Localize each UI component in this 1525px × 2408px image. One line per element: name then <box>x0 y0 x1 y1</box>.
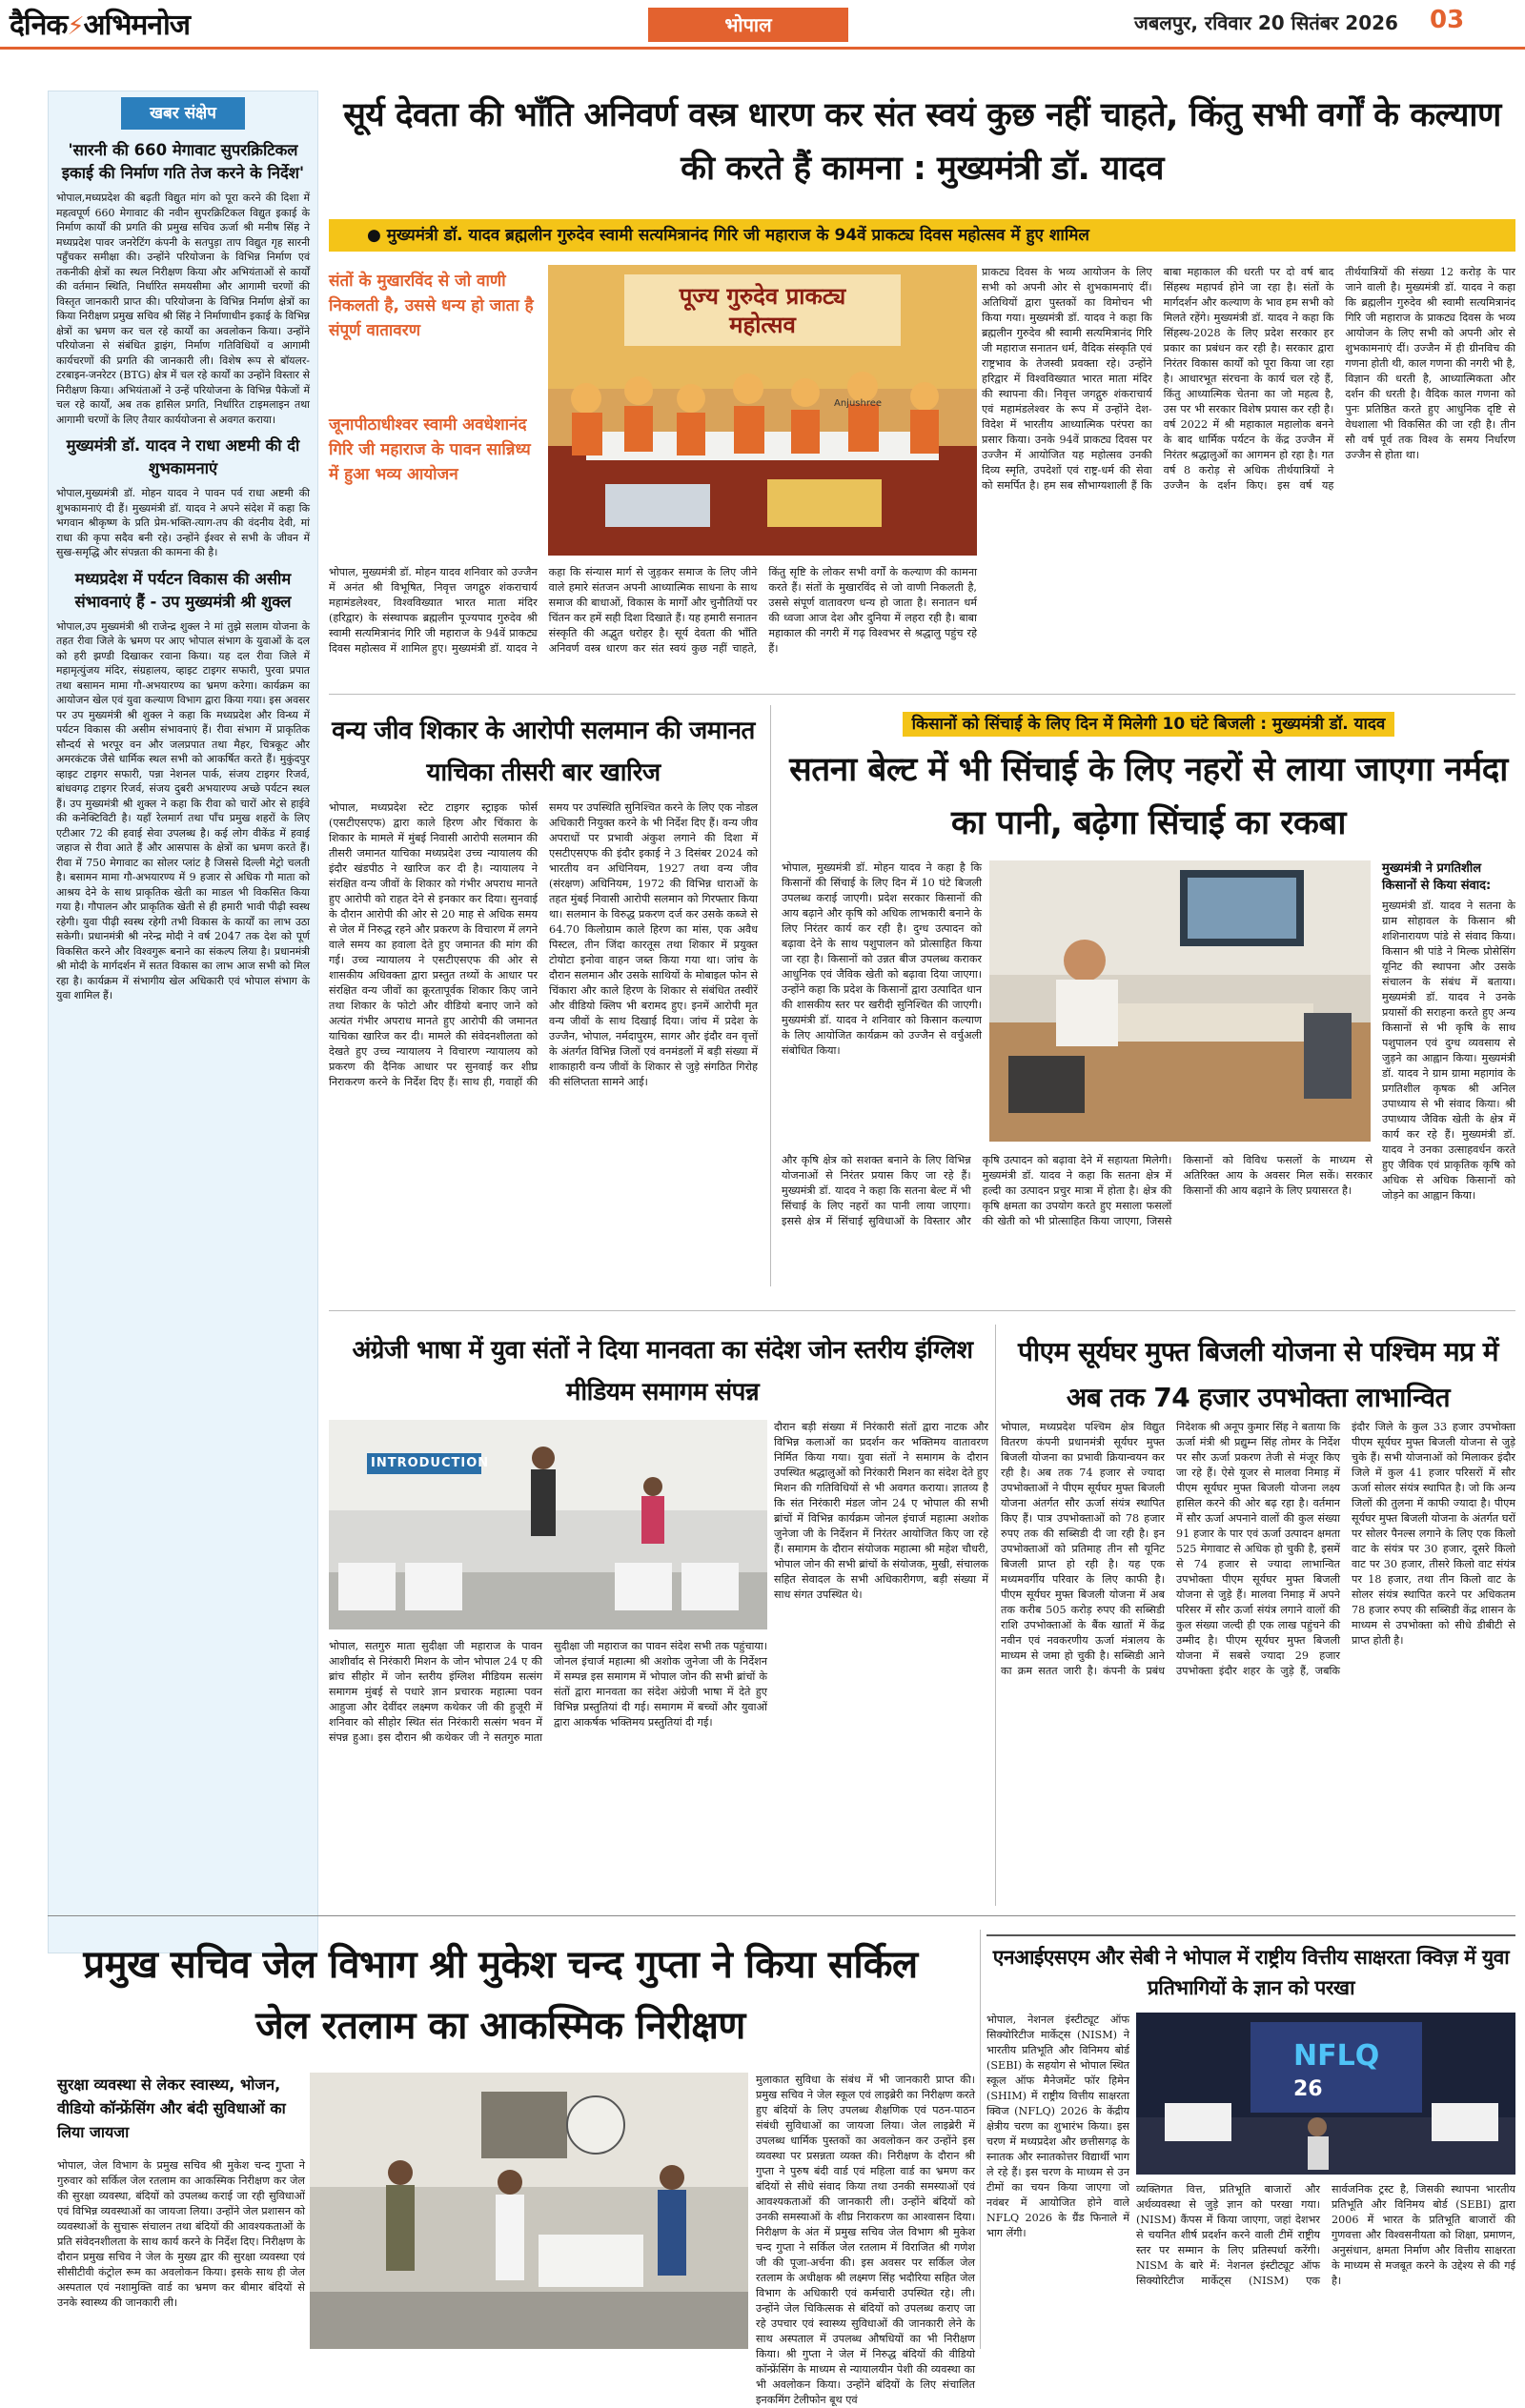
brief-body: भोपाल,मुख्यमंत्री डॉ. मोहन यादव ने पावन पर्व राधा अष्टमी की शुभकामनाएं दी हैं। मुख्यमंत्री डॉ. यादव ने अपने संदेश में कहा कि भगवान श्रीकृष्ण के प्रति प्रेम-भक्ति-त्याग-तप की वंदनीय देवी, मां राधा की कृपा सदैव बनी रहे। उन्होंने ईश्वर से सभी के जीवन में सुख-समृद्धि और संपन्नता की कामना की है। <box>56 487 310 558</box>
jail-inspection-article-body: भोपाल, जेल विभाग के प्रमुख सचिव श्री मुकेश चन्द गुप्ता ने गुरुवार को सर्किल जेल रतलाम का आकस्मिक निरीक्षण कर जेल की सुरक्षा व्यवस्था, बंदियों को उपलब्ध कराई जा रही सुविधाओं एवं विभिन्न व्यवस्थाओं का जायजा लिया। उन्होंने जेल प्रशासन को व्यवस्थाओं के सुचारू संचालन तथा बंदियों की आवश्यकताओं के प्रति संवेदनशीलता के साथ कार्य करने के निर्देश दिए। निरीक्षण के दौरान प्रमुख सचिव ने जेल के मुख्य द्वार की सुरक्षा व्यवस्था एवं सीसीटीवी कंट्रोल रूम का अवलोकन किया। इसके साथ ही जेल अस्पताल एवं नशामुक्ति वार्ड का भ्रमण कर बीमार बंदियों से उनके स्वास्थ्य की जानकारी ली। <box>57 2159 305 2309</box>
farmer-dialogue-heading: मुख्यमंत्री ने प्रगतिशील किसानों से किया संवाद: <box>1382 861 1492 893</box>
banner-sign: INTRODUCTION <box>371 1456 490 1470</box>
wildlife-article-body: भोपाल, मध्यप्रदेश स्टेट टाइगर स्ट्राइक फोर्स (एसटीएसएफ) द्वारा काले हिरण और चिंकारा के शिकार के मामले में मुंबई निवासी आरोपी सलमान की तीसरी जमानत याचिका मध्यप्रदेश उच्च न्यायालय की इंदौर खंडपीठ ने खारिज कर दी है। न्यायालय ने संरक्षित वन्य जीवों के शिकार को गंभीर अपराध मानते हुए आरोपी को राहत देने से इनकार कर दिया। सुनवाई के दौरान आरोपी की ओर से 20 माह से अधिक समय से जेल में निरुद्ध रहने और प्रकरण के विचारण में लगने वाले समय का हवाला देते हुए जमानत की मांग की गई। उच्च न्यायालय ने एसटीएसएफ की ओर से शासकीय अधिवक्ता द्वारा प्रस्तुत तथ्यों के आधार पर संरक्षित वन्य जीवों का क्रूरतापूर्वक शिकार किए जाने तथा शिकार के फोटो और वीडियो बनाए जाने को अत्यंत गंभीर अपराध मानते हुए आरोपी की जमानत याचिका खारिज कर दी। मामले की संवेदनशीलता को देखते हुए उच्च न्यायालय ने विचारण न्यायालय को प्रकरण की दैनिक आधार पर सुनवाई कर शीघ्र निराकरण करने के निर्देश दिए हैं। साथ ही, गवाहों की समय पर उपस्थिति सुनिश्चित करने के लिए एक नोडल अधिकारी नियुक्त करने के भी निर्देश दिए हैं। वन्य जीव अपराधों पर प्रभावी अंकुश लगाने की दिशा में एसटीएसएफ की इंदौर इकाई ने 3 दिसंबर 2024 को भारतीय वन अधिनियम, 1927 तथा वन्य जीव (संरक्षण) अधिनियम, 1972 की विभिन्न धाराओं के तहत मुंबई निवासी आरोपी सलमान को गिरफ्तार किया था। सलमान के विरुद्ध प्रकरण दर्ज कर उसके कब्जे से 64.70 किलोग्राम काले हिरण का मांस, एक अवैध पिस्टल, तीन जिंदा कारतूस तथा शिकार में प्रयुक्त टोयोटा इनोवा वाहन जब्त किया गया था। जांच के दौरान सलमान और उसके साथियों के मोबाइल फोन से चिंकारा और काले हिरण के शिकार से संबंधित तस्वीरें और वीडियो क्लिप भी बरामद हुए। इनमें आरोपी मृत वन्य जीवों के साथ दिखाई दिया। जांच में प्रदेश के उज्जैन, भोपाल, नर्मदापुरम, सागर और इंदौर वन वृत्तों के अंतर्गत विभिन्न जिलों एवं वनमंडलों में बड़ी संख्या में शाकाहारी वन्य जीवों के शिकार से जुड़े संगठित गिरोह की संलिप्तता सामने आई। <box>329 801 758 1088</box>
brand-part-a: दैनिक <box>10 9 68 42</box>
brief-body: भोपाल,मध्यप्रदेश की बढ़ती विद्युत मांग को पूरा करने की दिशा में महत्वपूर्ण 660 मेगावाट की नवीन सुपरक्रिटिकल विद्युत इकाई के निर्माण कार्यों की प्रगति की प्रमुख सचिव ऊर्जा श्री मनीष सिंह ने मध्यप्रदेश पावर जनरेटिंग कंपनी के सतपुड़ा ताप विद्युत गृह सारनी पहुँचकर समीक्षा की। उन्होंने परियोजना के विभिन्न निर्माण एवं तकनीकी क्षेत्रों का स्थल निरीक्षण किया और अभियंताओं से कार्यों की वर्तमान स्थिति, निर्धारित समयसीमा और आगामी चरणों की विस्तृत जानकारी प्राप्त की। परियोजना के विभिन्न निर्माण क्षेत्रों का किया निरीक्षण प्रमुख सचिव श्री सिंह ने निर्माणाधीन इकाई के विभिन्न क्षेत्रों का भ्रमण कर चल रहे कार्यों का अवलोकन किया। उन्होंने परियोजना से संबंधित ड्राइंग, निर्माण गतिविधियों व आगामी कार्यचरणों की प्रगति की जानकारी ली। विशेष रूप से बॉयलर-टरबाइन-जनरेटर (BTG) क्षेत्र में चल रहे कार्यों का उन्होंने विस्तार से निरीक्षण किया। अभियंताओं ने उन्हें परियोजना के विभिन्न पैकेजों में चल रहे कार्यों, अब तक हासिल प्रगति, निर्धारित टाइमलाइन तथा आगामी चरणों के लिए तैयार कार्ययोजना से अवगत कराया। <box>56 192 310 426</box>
brief-headline: मध्यप्रदेश में पर्यटन विकास की असीम संभावनाएं हैं - उप मुख्यमंत्री श्री शुक्ल <box>74 569 292 611</box>
jail-inspection-kicker: सुरक्षा व्यवस्था से लेकर स्वास्थ्य, भोजन, वीडियो कॉन्फ्रेंसिंग और बंदी सुविधाओं का लिया जायजा <box>57 2075 286 2141</box>
lead-article-body-continued: प्राकट्य दिवस के भव्य आयोजन के लिए सभी को अपनी ओर से शुभकामनाएं दीं। अतिथियों द्वारा पुस्तकों का विमोचन भी किया गया। मुख्यमंत्री डॉ. यादव ने कहा कि ब्रह्मलीन गुरुदेव श्री स्वामी सत्यमित्रानंद गिरि जी महाराज सनातन धर्म, वैदिक संस्कृति एवं राष्ट्रभाव के तेजस्वी प्रवक्ता रहे। उन्होंने हरिद्वार में विश्वविख्यात भारत माता मंदिर की स्थापना की। निवृत्त जगद्गुरु शंकराचार्य एवं महामंडलेश्वर के रूप में उन्होंने देश-विदेश में भारतीय आध्यात्मिक परंपरा का प्रसार किया। उनके 94वें प्राकट्य दिवस पर उज्जैन में आयोजित यह महोत्सव उनकी दिव्य स्मृति, उपदेशों एवं राष्ट्र-धर्म की सेवा को समर्पित है। हम सब सौभाग्यशाली हैं कि बाबा महाकाल की धरती पर दो वर्ष बाद सिंहस्थ महापर्व होने जा रहा है। संतों के मार्गदर्शन और कल्याण के भाव हम सभी को मिलते रहेंगे। मुख्यमंत्री डॉ. यादव ने कहा कि सिंहस्थ-2028 के लिए प्रदेश सरकार हर प्रकार का प्रबंधन कर रही है। सरकार द्वारा निरंतर विकास कार्यों को पूरा किया जा रहा है। आधारभूत संरचना के कार्य चल रहे हैं, किंतु आध्यात्मिक चेतना का जो महत्व है, उस पर भी सरकार विशेष प्रयास कर रही है। वर्ष 2022 में श्री महाकाल महालोक बनने के बाद धार्मिक पर्यटन के केंद्र उज्जैन में निरंतर श्रद्धालुओं का आगमन हो रहा है। गत वर्ष 8 करोड़ से अधिक तीर्थयात्रियों ने उज्जैन के दर्शन किए। इस वर्ष यह तीर्थयात्रियों की संख्या 12 करोड़ के पार जाने वाली है। मुख्यमंत्री डॉ. यादव ने कहा कि ब्रह्मलीन गुरुदेव श्री स्वामी सत्यमित्रानंद गिरि जी महाराज के प्राकट्य दिवस के भव्य आयोजन के लिए सभी को अपनी ओर से शुभकामनाएं दीं। उज्जैन में ही ग्रीनविच की गणना होती थी, काल गणना की नगरी भी है, विज्ञान की धरती है, आध्यात्मिकता और दर्शन की धरती है। वैदिक काल गणना को पुनः प्रतिष्ठित करते हुए आधुनिक दृष्टि से वेधशाला भी विकसित की जा रही है। तीन सौ वर्ष पूर्व तक विश्व के समय निर्धारण उज्जैन से होता था। <box>982 266 1515 492</box>
lead-headline: सूर्य देवता की भाँति अनिवर्ण वस्त्र धारण कर संत स्वयं कुछ नहीं चाहते, किंतु सभी वर्गों के कल्याण की करते हैं कामना : मुख्यमंत्री डॉ. यादव <box>343 96 1501 188</box>
lead-article-body: भोपाल, मुख्यमंत्री डॉ. मोहन यादव शनिवार को उज्जैन में अनंत श्री विभूषित, निवृत्त जगद्गुरु शंकराचार्य महामंडलेश्वर, विश्वविख्यात भारत माता मंदिर (हरिद्वार) के संस्थापक ब्रह्मलीन पूज्यपाद गुरुदेव श्री स्वामी सत्यमित्रानंद गिरि जी महाराज के 94वें प्राकट्य दिवस महोत्सव में शामिल हुए। मुख्यमंत्री डॉ. यादव ने कहा कि संन्यास मार्ग से जुड़कर समाज के लिए जीने वाले हमारे संतजन अपनी आध्यात्मिक साधना के साथ समाज की बाधाओं, विकास के मार्गों और चुनौतियों पर चिंतन कर हमें सही दिशा दिखाते हैं। यह हमारी सनातन संस्कृति की अद्भुत धरोहर है। सूर्य देवता की भाँति अनिवर्ण वस्त्र धारण कर संत स्वयं कुछ नहीं चाहते, किंतु सृष्टि के लोकर सभी वर्गों के कल्याण की कामना करते हैं। संतों के मुखारविंद से जो वाणी निकलती है, उससे संपूर्ण वातावरण धन्य हो जाता है। सनातन धर्म की ध्वजा आज देश और दुनिया में लहरा रही है। बाबा महाकाल की नगरी में गढ़ विश्वभर से श्रद्धालु पहुंच रहे हैं। <box>329 566 977 655</box>
page-number: 03 <box>1430 6 1465 34</box>
irrigation-article-body: भोपाल, मुख्यमंत्री डॉ. मोहन यादव ने कहा है कि किसानों की सिंचाई के लिए दिन में 10 घंटे बिजली उपलब्ध कराई जाएगी। प्रदेश सरकार किसानों की आय बढ़ाने और कृषि को अधिक लाभकारी बनाने के लिए निरंतर कार्य कर रही है। दुग्ध उत्पादन को बढ़ावा देने के साथ पशुपालन को प्रोत्साहित किया जा रहा है। किसानों को उन्नत बीज उपलब्ध कराकर आधुनिक एवं जैविक खेती को बढ़ावा दिया जाएगा। उन्होंने कहा कि प्रदेश के किसानों द्वारा उत्पादित धान की शासकीय स्तर पर खरीदी सुनिश्चित की जाएगी। मुख्यमंत्री डॉ. यादव ने शनिवार को किसान कल्याण के लिए आयोजित कार्यक्रम को उज्जैन से वर्चुअली संबोधित किया। <box>782 861 982 1057</box>
satsang-article-body-continued: दौरान बड़ी संख्या में निरंकारी संतों द्वारा नाटक और विभिन्न कलाओं का प्रदर्शन कर भक्तिमय वातावरण निर्मित किया गया। युवा संतों ने समागम के दौरान उपस्थित श्रद्धालुओं को निरंकारी मिशन का संदेश देते हुए मिशन की गतिविधियों से भी अवगत कराया। ज्ञातव्य है कि संत निरंकारी मंडल जोन 24 ए भोपाल की सभी ब्रांचों में विभिन्न कार्यक्रम जोनल इंचार्ज महात्मा अशोक जुनेजा जी के निर्देशन में निरंतर आयोजित किए जा रहे हैं। समागम के दौरान संयोजक महात्मा श्री महेश चौधरी, भोपाल जोन की सभी ब्रांचों के संयोजक, मुखी, संचालक सहित सेवादल के सभी अधिकारीगण, बड़ी संख्या में साध संगत उपस्थित थे। <box>774 1421 988 1601</box>
quiz-logo-year: 26 <box>1293 2077 1323 2101</box>
finance-quiz-article-body: भोपाल, नेशनल इंस्टीट्यूट ऑफ सिक्योरिटीज मार्केट्स (NISM) ने भारतीय प्रतिभूति और विनिमय बोर्ड (SEBI) के सहयोग से भोपाल स्थित स्कूल ऑफ मैनेजमेंट फॉर हिमेन (SHIM) में राष्ट्रीय वित्तीय साक्षरता क्विज (NFLQ) 2026 के केंद्रीय क्षेत्रीय चरण का शुभारंभ किया। इस चरण में मध्यप्रदेश और छत्तीसगढ़ के स्नातक और स्नातकोत्तर विद्यार्थी भाग ले रहे हैं। इस चरण के माध्यम से उन टीमों का चयन किया जाएगा जो नवंबर में आयोजित होने वाले NFLQ 2026 के ग्रैंड फिनाले में भाग लेंगी। <box>986 2013 1129 2239</box>
satsang-headline: अंग्रेजी भाषा में युवा संतों ने दिया मानवता का संदेश जोन स्तरीय इंग्लिश मीडियम समागम संपन्न <box>352 1336 973 1406</box>
sidebar-header: खबर संक्षेप <box>121 97 245 130</box>
dateline: जबलपुर, रविवार 20 सितंबर 2026 <box>1134 11 1398 34</box>
divider <box>48 1915 1515 1916</box>
divider <box>329 1310 1515 1311</box>
masthead <box>0 0 1525 50</box>
farmer-dialogue-body: मुख्यमंत्री डॉ. यादव ने सतना के ग्राम सोहावल के किसान श्री शशिनारायण पांडे से संवाद किया। किसान श्री पांडे ने मिल्क प्रोसेसिंग यूनिट की स्थापना और उसके संचालन के संबंध में बताया। मुख्यमंत्री डॉ. यादव ने उनके प्रयासों की सराहना करते हुए अन्य किसानों से भी कृषि के साथ पशुपालन एवं दुग्ध व्यवसाय से जुड़ने का आह्वान किया। मुख्यमंत्री डॉ. यादव ने ग्राम ग्रामा महागांव के प्रगतिशील कृषक श्री अनिल उपाध्याय से भी संवाद किया। श्री उपाध्याय जैविक खेती के क्षेत्र में कार्य कर रहे हैं। मुख्यमंत्री डॉ. यादव ने उनका उत्साहवर्धन करते हुए जैविक एवं प्राकृतिक कृषि को अधिक से अधिक किसानों को जोड़ने का आह्वान किया। <box>1382 900 1515 1202</box>
divider <box>980 1930 981 2349</box>
finance-quiz-article-body-continued: व्यक्तिगत वित्त, प्रतिभूति बाजारों और अर्थव्यवस्था से जुड़े ज्ञान को परखा गया। (NISM) कैंपस में किया जाएगा, जहां देशभर से चयनित शीर्ष प्रदर्शन करने वाली टीमें राष्ट्रीय स्तर पर सम्मान के लिए प्रतिस्पर्धा करेंगी। NISM के बारे में: नेशनल इंस्टीट्यूट ऑफ सिक्योरिटीज मार्केट्स (NISM) एक सार्वजनिक ट्रस्ट है, जिसकी स्थापना भारतीय प्रतिभूति और विनिमय बोर्ड (SEBI) द्वारा 2006 में भारत के प्रतिभूति बाजारों की गुणवत्ता और विश्वसनीयता को शिक्षा, प्रमाणन, अनुसंधान, क्षमता निर्माण और वित्तीय साक्षरता के माध्यम से मजबूत करने के उद्देश्य से की गई है। <box>1136 2183 1515 2287</box>
irrigation-headline: सतना बेल्ट में भी सिंचाई के लिए नहरों से लाया जाएगा नर्मदा का पानी, बढ़ेगा सिंचाई का रकबा <box>789 751 1508 842</box>
lightning-icon: ⚡ <box>67 12 84 41</box>
wildlife-headline: वन्य जीव शिकार के आरोपी सलमान की जमानत याचिका तीसरी बार खारिज <box>332 717 755 787</box>
brief-headline: मुख्यमंत्री डॉ. यादव ने राधा अष्टमी की दी शुभकामनाएं <box>66 436 300 477</box>
brand-part-b: अभिमनोज <box>83 9 191 42</box>
farmer-dialogue-box <box>1382 860 1515 1367</box>
satsang-photo <box>329 1420 767 1629</box>
farm-power-banner <box>782 710 1515 739</box>
jail-inspection-photo <box>310 2073 748 2349</box>
finance-quiz-headline: एनआईएसएम और सेबी ने भोपाल में राष्ट्रीय वित्तीय साक्षरता क्विज़ में युवा प्रतिभागियों के ज्ञान को परखा <box>986 1934 1515 2003</box>
solar-scheme-headline: पीएम सूर्यघर मुफ्त बिजली योजना से पश्चिम मप्र में अब तक 74 हजार उपभोक्ता लाभान्वित <box>1017 1336 1499 1413</box>
irrigation-article-body-continued: और कृषि क्षेत्र को सशक्त बनाने के लिए विभिन्न योजनाओं से निरंतर प्रयास किए जा रहे हैं। मुख्यमंत्री डॉ. यादव ने कहा कि सतना बेल्ट में भी सिंचाई के लिए नहरों का पानी लाया जाएगा। इससे क्षेत्र में सिंचाई सुविधाओं के विस्तार और कृषि उत्पादन को बढ़ावा देने में सहायता मिलेगी। मुख्यमंत्री डॉ. यादव ने कहा कि सतना क्षेत्र में हल्दी का उत्पादन प्रचुर मात्रा में होता है। क्षेत्र की कृषि क्षमता का उपयोग करते हुए मसाला फसलों की खेती को भी प्रोत्साहित किया जाएगा, जिससे किसानों को विविध फसलों के माध्यम से अतिरिक्त आय के अवसर मिल सकें। सरकार किसानों की आय बढ़ाने के लिए प्रयासरत है। <box>782 1154 1372 1227</box>
jail-inspection-article-body-continued: मुलाकात सुविधा के संबंध में भी जानकारी प्राप्त की। प्रमुख सचिव ने जेल स्कूल एवं लाइब्रेरी का निरीक्षण करते हुए बंदियों के लिए उपलब्ध शैक्षणिक एवं पठन-पाठन संबंधी सुविधाओं का जायजा लिया। जेल लाइब्रेरी में उपलब्ध धार्मिक पुस्तकों का अवलोकन कर उन्होंने इस व्यवस्था पर प्रसन्नता व्यक्त की। निरीक्षण के दौरान श्री गुप्ता ने पुरुष बंदी वार्ड एवं महिला वार्ड का भ्रमण कर बंदियों से सीधे संवाद किया तथा उनकी समस्याओं एवं आवश्यकताओं की जानकारी ली। उन्होंने बंदियों को उनकी समस्याओं के शीघ्र निराकरण का आश्वासन दिया। निरीक्षण के अंत में प्रमुख सचिव जेल विभाग श्री मुकेश चन्द गुप्ता ने सर्किल जेल रतलाम में विराजित श्री गणेश जी की पूजा-अर्चना की। इस अवसर पर सर्किल जेल रतलाम के अधीक्षक श्री लक्ष्मण सिंह भदौरिया सहित जेल विभाग के अधिकारी एवं कर्मचारी उपस्थित रहे। ली। उन्होंने जेल चिकित्सक से बंदियों को उपलब्ध कराए जा रहे उपचार एवं स्वास्थ्य सुविधाओं की जानकारी लेने के साथ अस्पताल में उपलब्ध औषधियों का भी निरीक्षण किया। श्री गुप्ता ने जेल में निरुद्ध बंदियों की वीडियो कॉन्फ्रेंसिंग के माध्यम से न्यायालयीन पेशी की व्यवस्था का भी अवलोकन किया। उन्होंने बंदियों के लिए संचालित इनकमिंग टेलीफोन बूथ एवं <box>756 2074 975 2406</box>
divider <box>770 705 771 1286</box>
newspaper-logo <box>10 4 190 43</box>
brief-body: भोपाल,उप मुख्यमंत्री श्री राजेन्द्र शुक्ल ने मां तुझे सलाम योजना के तहत रीवा जिले के भ्रमण पर आए भोपाल संभाग के युवाओं के दल को हरी झण्डी दिखाकर रवाना किया। यह दल रीवा जिले में महामृत्युंजय मंदिर, संग्रहालय, व्हाइट टाइगर सफारी, पुरवा प्रपात तथा बसामन मामा गौ-अभयारण्य का भ्रमण करेगा। कार्यक्रम का आयोजन खेल एवं युवा कल्याण विभाग द्वारा किया गया। इस अवसर पर उप मुख्यमंत्री श्री शुक्ल ने कहा कि मध्यप्रदेश और विन्ध्य में पर्यटन विकास की असीम संभावनाएं हैं। रीवा संभाग में प्राकृतिक सौन्दर्य से भरपूर वन और जलप्रपात तथा मैहर, चित्रकूट और अमरकंटक जैसे धार्मिक स्थल सभी को आकर्षित करते हैं। मुकुंदपुर व्हाइट टाइगर सफारी, पन्ना नेशनल पार्क, संजय टाइगर रिजर्व, बांधवगढ़ टाइगर रिजर्व, संजय दुबरी अभयारण्य अच्छे पर्यटन स्थल हैं। उप मुख्यमंत्री श्री शुक्ल ने कहा कि रीवा को चारों ओर से हाईवे की कनेक्टिविटी है। यहाँ रेलमार्ग तथा पाँच प्रमुख शहरों के लिए एटीआर 72 की हवाई सेवा उपलब्ध है। कई लोग वीकेंड में हवाई जहाज से रीवा आते हैं और आसपास के क्षेत्रों का भ्रमण करते हैं। रीवा में 750 मेगावाट का सोलर प्लांट है जिससे दिल्ली मेट्रो चलती है। बसामन मामा गौ-अभयारण्य में 9 हजार से अधिक गौ माता को आश्रय देने के साथ प्राकृतिक खेती का माडल भी विकसित किया गया है। गौपालन और प्राकृतिक खेती से ही हमारी भावी पीढ़ी स्वस्थ रहेगी। युवा पीढ़ी स्वस्थ रहेगी तभी विकास के कार्यों का लाभ उठा सकेगी। प्रधानमंत्री श्री नरेन्द्र मोदी ने वर्ष 2047 तक देश को पूर्ण विकसित करने और विश्वगुरू बनाने का संकल्प लिया है। प्रधानमंत्री श्री मोदी के मार्गदर्शन में सतत विकास का लाभ आज सभी को मिल रहा है। कार्यक्रम में संभागीय खेल अधिकारी एवं भोपाल संभाग के युवा शामिल हैं। <box>56 619 310 1002</box>
farm-power-banner-text: किसानों को सिंचाई के लिए दिन में मिलेगी 10 घंटे बिजली : मुख्यमंत्री डॉ. यादव <box>903 712 1395 737</box>
section-tab: भोपाल <box>648 8 848 42</box>
divider <box>329 694 1515 695</box>
photo-banner-text: पूज्य गुरुदेव प्राकट्य महोत्सव <box>679 283 846 338</box>
videoconference-photo <box>989 860 1371 1142</box>
lead-subhead-strip: ● मुख्यमंत्री डॉ. यादव ब्रह्मलीन गुरुदेव स्वामी सत्यमित्रानंद गिरि जी महाराज के 94वें प्राकट्य दिवस महोत्सव में हुए शामिल <box>329 219 1515 252</box>
quiz-logo-text <box>1293 2041 1379 2105</box>
jail-inspection-headline: प्रमुख सचिव जेल विभाग श्री मुकेश चन्द गुप्ता ने किया सर्किल जेल रतलाम का आकस्मिक निरीक्षण <box>83 1943 918 2048</box>
solar-scheme-article-body: भोपाल, मध्यप्रदेश पश्चिम क्षेत्र विद्युत वितरण कंपनी प्रधानमंत्री सूर्यघर मुफ्त बिजली योजना का प्रभावी क्रियान्वयन कर रही है। अब तक 74 हजार से ज्यादा उपभोक्ताओं ने पीएम सूर्यघर मुफ्त बिजली योजना अंतर्गत सौर ऊर्जा संयंत्र स्थापित किए हैं। पात्र उपभोक्ताओं को 78 हजार रुपए तक की सब्सिडी दी जा रही है। इन उपभोक्ताओं को प्रतिमाह तीन सौ यूनिट बिजली प्राप्त हो रही है। यह एक मध्यमवर्गीय परिवार के लिए काफी है। पीएम सूर्यघर मुफ्त बिजली योजना में अब तक करीब 505 करोड़ रुपए की सब्सिडी राशि उपभोक्ताओं के बैंक खातों में केंद्र नवीन एवं नवकरणीय ऊर्जा मंत्रालय के माध्यम से जमा हो चुकी है। सब्सिडी आने का क्रम सतत जारी है। कंपनी के प्रबंध निदेशक श्री अनूप कुमार सिंह ने बताया कि ऊर्जा मंत्री श्री प्रद्युम्न सिंह तोमर के निर्देश पर सौर ऊर्जा प्रकरण तेजी से मंजूर किए जा रहे हैं। ऐसे यूजर से मालवा निमाड़ में पीएम सूर्यघर मुफ्त बिजली योजना लक्ष्य हासिल करने की ओर बढ़ रहा है। वर्तमान में सौर ऊर्जा अपनाने वालों की कुल संख्या 91 हजार के पार एवं ऊर्जा उत्पादन क्षमता 525 मेगावाट से अधिक हो चुकी है, इसमें से 74 हजार से ज्यादा लाभान्वित उपभोक्ता पीएम सूर्यघर मुफ्त बिजली योजना से जुड़े हैं। मालवा निमाड़ में अपने परिसर में सौर ऊर्जा संयंत्र लगाने वालों की कुल संख्या जल्दी ही एक लाख पहुंचने की उम्मीद है। पीएम सूर्यघर मुफ्त बिजली योजना में सबसे ज्यादा 29 हजार उपभोक्ता इंदौर शहर के जुड़े हैं, जबकि इंदौर जिले के कुल 33 हजार उपभोक्ता पीएम सूर्यघर मुफ्त बिजली योजना से जुड़े चुके हैं। सभी योजनाओं को मिलाकर इंदौर जिले में कुल 41 हजार परिसरों में सौर ऊर्जा सोलर संयंत्र स्थापित है। जो कि अन्य जिलों की तुलना में काफी ज्यादा है। पीएम सूर्यघर मुफ्त बिजली योजना के अंतर्गत घरों पर सोलर पैनल्स लगाने के लिए एक किलो वाट के संयंत्र पर 30 हजार, दूसरे किलो वाट पर 30 हजार, तीसरे किलो वाट संयंत्र पर 18 हजार, तथा तीन किलो वाट के सोलर संयंत्र स्थापित करने पर अधिकतम 78 हजार रुपए की सब्सिडी केंद्र शासन के माध्यम से उपभोक्ता को सीधे डीबीटी से प्राप्त होती है। <box>1001 1421 1515 1677</box>
news-brief-sidebar <box>48 91 318 1953</box>
photo-credit: Anjushree <box>834 398 883 409</box>
lead-kicker: संतों के मुखारविंद से जो वाणी निकलती है, उससे धन्य हो जाता है संपूर्ण वातावरण <box>329 272 534 340</box>
ceremony-photo <box>548 265 977 556</box>
lead-kicker: जूनापीठाधीश्वर स्वामी अवधेशानंद गिरि जी महाराज के पावन सान्निध्य में हुआ भव्य आयोजन <box>329 415 531 484</box>
finance-quiz-photo <box>1136 2013 1515 2175</box>
quiz-logo-letters: NFLQ <box>1293 2039 1380 2073</box>
brief-headline: 'सारनी की 660 मेगावाट सुपरक्रिटिकल इकाई की निर्माण गति तेज करने के निर्देश' <box>61 141 305 182</box>
satsang-article-body: भोपाल, सतगुरु माता सुदीक्षा जी महाराज के पावन आशीर्वाद से निरंकारी मिशन के जोन भोपाल 24 ए की ब्रांच सीहोर में जोन स्तरीय इंग्लिश मीडियम सत्संग समागम मुंबई से पधारे ज्ञान प्रचारक महात्मा पवन आहुजा और देवींदर लक्ष्मण कथेकर जी की हुजूरी में शनिवार को सीहोर स्थित संत निरंकारी सत्संग भवन में संपन्न हुआ। इस दौरान श्री कथेकर जी ने सतगुरु माता सुदीक्षा जी महाराज का पावन संदेश सभी तक पहुंचाया। जोनल इंचार्ज महात्मा श्री अशोक जुनेजा जी के निर्देशन में सम्पन्न इस समागम में भोपाल जोन की सभी ब्रांचों के संतों द्वारा मानवता का संदेश अंग्रेजी भाषा में देते हुए विभिन्न प्रस्तुतियां दी गई। समागम में बच्चों और युवाओं द्वारा आकर्षक भक्तिमय प्रस्तुतियां दी गई। <box>329 1640 767 1744</box>
